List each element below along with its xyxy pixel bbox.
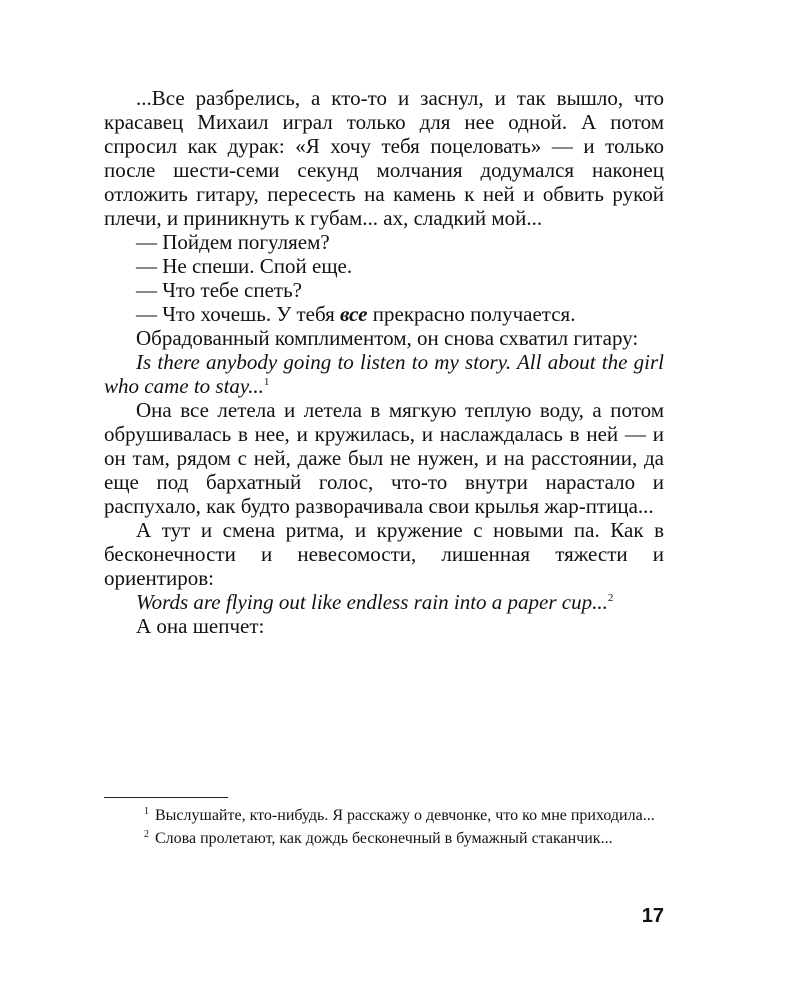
dialogue-text: — Что хочешь. У тебя: [136, 302, 341, 326]
footnote-text: Выслушайте, кто-нибудь. Я расскажу о девчонке, что ко мне приходила...: [155, 807, 655, 824]
dialogue-line: — Не спеши. Спой еще.: [136, 254, 353, 278]
song-lyric: [104, 590, 664, 614]
dialogue-line: [104, 302, 664, 326]
footnote: [104, 827, 664, 850]
dialogue-line: — Пойдем погуляем?: [136, 230, 330, 254]
main-text: [104, 86, 664, 638]
song-lyric: [104, 350, 664, 398]
dialogue-line: — Что тебе спеть?: [136, 278, 302, 302]
footnote-divider: [104, 797, 228, 798]
footnotes: [104, 804, 664, 850]
footnote-number: 1: [144, 805, 149, 817]
footnote: [104, 804, 664, 827]
footnote-number: 2: [144, 828, 149, 840]
paragraph: Она все летела и летела в мягкую теплую воду, а потом обрушивалась в нее, и кружилась, и наслаждалась в ней — и он там, рядом с ней, даже был не нужен, и на расстоянии, да еще под бархатный голос, что-то внутри нарастало и распухало, как будто разворачивала свои крылья жар-птица...: [104, 398, 664, 518]
lyric-text: Is there anybody going to listen to my story. All about the girl who came to stay...: [104, 350, 664, 398]
paragraph: ...Все разбрелись, а кто-то и заснул, и так вышло, что красавец Михаил играл только для нее одной. А потом спросил как дурак: «Я хочу тебя поцеловать» — и только после шести-семи секунд молчания додумался наконец отложить гитару, пересесть на камень к ней и обвить рукой плечи, и приникнуть к губам... ах, сладкий мой...: [104, 86, 664, 230]
footnote-ref[interactable]: 2: [607, 592, 614, 604]
paragraph: А она шепчет:: [136, 614, 265, 638]
emphasis-word: все: [340, 302, 368, 326]
page-number: 17: [641, 905, 664, 927]
footnote-text: Слова пролетают, как дождь бесконечный в бумажный стаканчик...: [155, 830, 613, 847]
paragraph: Обрадованный комплиментом, он снова схватил гитару:: [136, 326, 639, 350]
lyric-text: Words are flying out like endless rain into a paper cup...: [136, 590, 608, 614]
footnote-ref[interactable]: 1: [263, 376, 270, 388]
paragraph: А тут и смена ритма, и кружение с новыми па. Как в бесконечности и невесомости, лишенная тяжести и ориентиров:: [104, 518, 664, 590]
dialogue-text: прекрасно получается.: [367, 302, 576, 326]
